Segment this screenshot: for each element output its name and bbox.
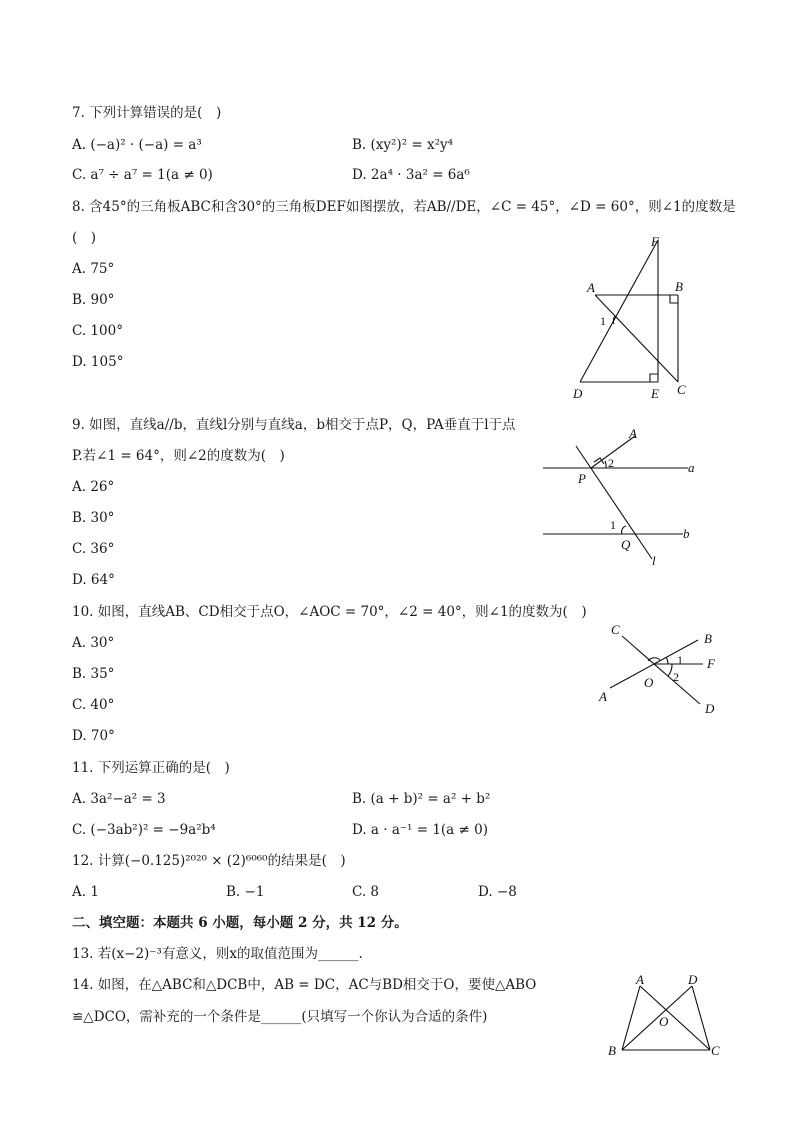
q11-stem: 11. 下列运算正确的是( ) [72,760,230,776]
q10-label-A: A [599,689,607,704]
q14-stem-line2: ≌△DCO，需补充的一个条件是______(只填写一个你认为合适的条件) [72,1009,488,1025]
q8-label-b: B [675,279,683,294]
q9-label-P: P [578,471,586,486]
q14-label-D: D [688,972,698,987]
q8-right-angle-b [670,295,678,303]
q9-angle-arc-2 [605,461,606,468]
q9-label-Q: Q [621,537,631,552]
q14-label-C: C [711,1043,720,1058]
q14-line-dc [692,986,710,1050]
q8-label-1: 1 [600,314,606,328]
q9-label-A: A [629,426,637,441]
q8-right-angle-e [650,374,658,382]
q12-option-c: C. 8 [352,884,380,900]
q13-stem: 13. 若(x−2)⁻³有意义，则x的取值范围为______. [72,946,363,962]
q10-label-D: D [705,701,715,716]
q10-option-d: D. 70° [72,728,115,744]
q12-option-b: B. −1 [226,884,265,900]
q12-option-a: A. 1 [72,884,99,900]
q9-stem-line1: 9. 如图，直线a//b，直线l分别与直线a，b相交于点P，Q，PA垂直于l于点 [72,417,516,433]
q9-option-c: C. 36° [72,541,115,557]
q11-option-b: B. (a + b)² = a² + b² [352,791,491,807]
q8-stem: 8. 含45°的三角板ABC和含30°的三角板DEF如图摆放，若AB//DE，∠C = 45°，∠D = 60°，则∠1的度数是 [72,199,736,215]
q9-angle-arc-1 [622,526,626,534]
q10-label-1: 1 [677,653,683,667]
q7-option-a: A. (−a)² · (−a) = a³ [72,137,202,153]
q12-option-d: D. −8 [478,884,517,900]
q9-option-d: D. 64° [72,572,115,588]
q7-option-d: D. 2a⁴ · 3a² = 6a⁶ [352,167,470,183]
q8-line-ac [595,295,678,382]
q8-option-a: A. 75° [72,261,115,277]
q10-line-cd [622,636,700,704]
q8-label-c: C [677,382,686,397]
q8-label-f: F [651,234,659,249]
q8-line-fd [580,240,658,382]
q9-label-a: a [688,460,695,475]
q9-label-l: l [652,553,656,568]
q8-option-c: C. 100° [72,323,123,339]
q9-option-a: A. 26° [72,479,115,495]
q10-angle-arc-1 [666,657,668,664]
q14-label-B: B [608,1043,616,1058]
q14-line-ab [622,986,640,1050]
q14-stem-line1: 14. 如图，在△ABC和△DCB中，AB = DC，AC与BD相交于O，要使△ABO [72,977,537,993]
q8-label-d: D [573,386,583,401]
q7-stem: 7. 下列计算错误的是( ) [72,105,222,121]
q10-label-C: C [611,622,620,637]
q9-label-1: 1 [610,518,616,532]
q10-stem: 10. 如图，直线AB、CD相交于点O，∠AOC = 70°，∠2 = 40°，则∠1的度数为( ) [72,604,587,620]
q9-right-angle-p [594,458,604,464]
q14-label-O: O [659,1014,669,1029]
q8-paren: ( ) [72,230,97,246]
q8-label-a: A [587,280,595,295]
q12-stem: 12. 计算(−0.125)²⁰²⁰ × (2)⁶⁰⁶⁰的结果是( ) [72,853,346,869]
q11-option-d: D. a · a⁻¹ = 1(a ≠ 0) [352,822,488,838]
q14-label-A: A [636,972,644,987]
q14-line-ac [640,986,710,1050]
q14-figure [600,970,730,1065]
q9-stem-line2: P.若∠1 = 64°，则∠2的度数为( ) [72,448,285,464]
q9-option-b: B. 30° [72,510,115,526]
q9-label-2: 2 [608,456,614,470]
q9-label-b: b [683,526,690,541]
q8-option-b: B. 90° [72,292,115,308]
q10-label-2: 2 [673,670,679,684]
q8-label-e: E [651,386,659,401]
q14-line-bd [622,986,692,1050]
q10-label-O: O [644,675,654,690]
q9-line-l [576,446,652,559]
q10-option-c: C. 40° [72,697,115,713]
q10-option-a: A. 30° [72,635,115,651]
section-heading-fill-in: 二、填空题：本题共 6 小题，每小题 2 分，共 12 分。 [72,915,408,931]
q10-figure [590,616,730,721]
q10-label-B: B [704,631,712,646]
q7-option-b: B. (xy²)² = x²y⁴ [352,137,454,153]
q7-option-c: C. a⁷ ÷ a⁷ = 1(a ≠ 0) [72,167,213,183]
q10-angle-arc-2 [668,664,672,676]
q10-label-F: F [707,656,715,671]
q10-option-b: B. 35° [72,666,115,682]
q8-figure [560,228,700,408]
q11-option-a: A. 3a²−a² = 3 [72,791,166,807]
q8-option-d: D. 105° [72,354,124,370]
q9-figure [538,424,708,574]
q11-option-c: C. (−3ab²)² = −9a²b⁴ [72,822,216,838]
